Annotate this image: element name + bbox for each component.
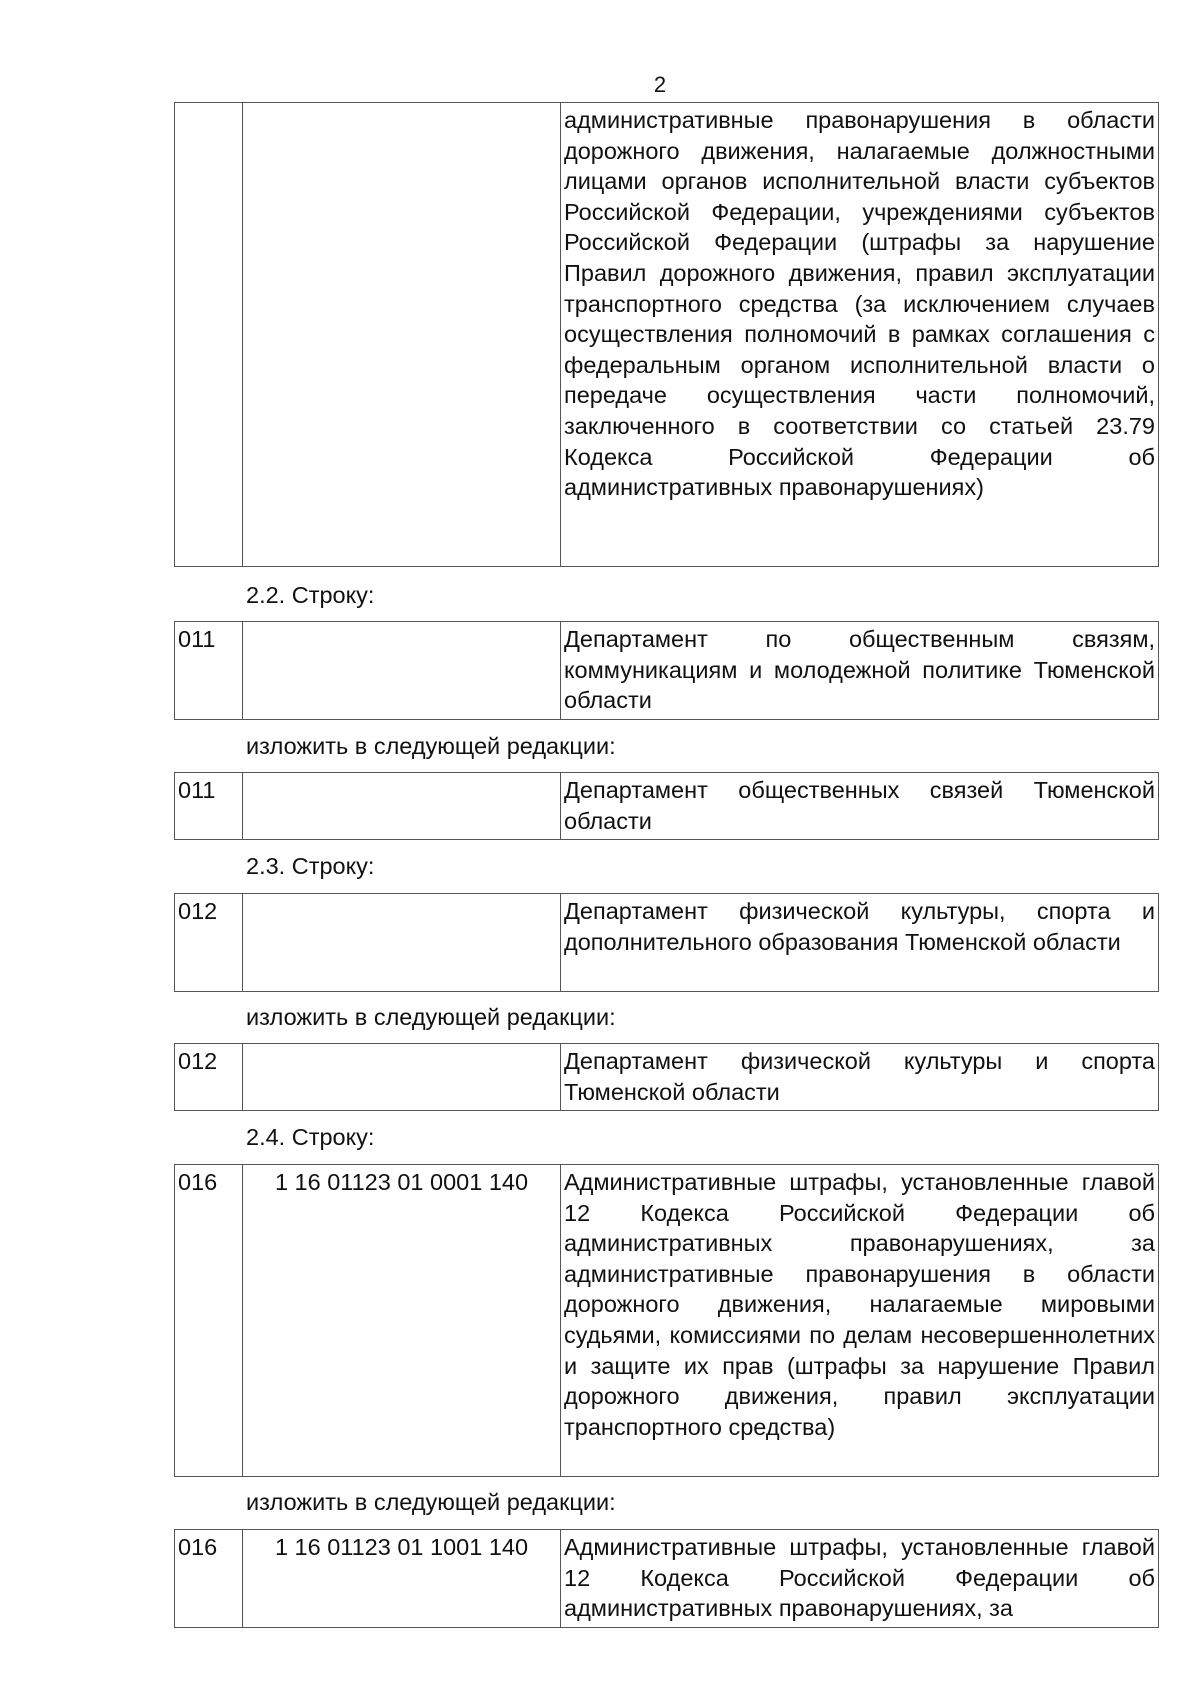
- kbk-code-cell: [243, 1044, 561, 1111]
- budget-table-continuation: [174, 102, 1159, 567]
- budget-table-new-016: [174, 1529, 1159, 1628]
- table-row: [175, 773, 1159, 840]
- description-cell: Департамент физической культуры, спорта и дополнительного образования Тюменской области: [561, 894, 1159, 992]
- admin-code-cell: 011: [175, 622, 243, 720]
- table-row: [175, 103, 1159, 567]
- admin-code-cell: 016: [175, 1165, 243, 1477]
- table-row: [175, 894, 1159, 992]
- admin-code-cell: 011: [175, 773, 243, 840]
- description-cell: Департамент общественных связей Тюменской области: [561, 773, 1159, 840]
- amendment-instruction: изложить в следующей редакции:: [246, 733, 616, 759]
- kbk-code-cell: [243, 622, 561, 720]
- budget-table-old-011: [174, 621, 1159, 720]
- amendment-instruction: изложить в следующей редакции:: [246, 1489, 616, 1515]
- kbk-code-cell: [243, 894, 561, 992]
- budget-table-new-012: [174, 1043, 1159, 1111]
- kbk-code-cell: 1 16 01123 01 1001 140: [243, 1530, 561, 1628]
- budget-table-old-016: [174, 1164, 1159, 1477]
- amendment-instruction: изложить в следующей редакции:: [246, 1004, 616, 1030]
- admin-code-cell: 012: [175, 894, 243, 992]
- amendment-heading-2-4: 2.4. Строку:: [246, 1124, 375, 1150]
- page-number: 2: [653, 72, 667, 97]
- admin-code-cell: 012: [175, 1044, 243, 1111]
- description-cell: Департамент по общественным связям, коммуникациям и молодежной политике Тюменской области: [561, 622, 1159, 720]
- amendment-heading-2-2: 2.2. Строку:: [246, 582, 375, 608]
- budget-table-old-012: [174, 893, 1159, 992]
- admin-code-cell: [175, 103, 243, 567]
- table-row: [175, 1044, 1159, 1111]
- kbk-code-cell: 1 16 01123 01 0001 140: [243, 1165, 561, 1477]
- amendment-heading-2-3: 2.3. Строку:: [246, 853, 375, 879]
- table-row: [175, 1530, 1159, 1628]
- table-row: [175, 1165, 1159, 1477]
- description-cell: Административные штрафы, установленные главой 12 Кодекса Российской Федерации об административных правонарушениях, за административные правонарушения в области дорожного движения, налагаемые мировыми судьями, комиссиями по делам несовершеннолетних и защите их прав (штрафы за нарушение Правил дорожного движения, правил эксплуатации транспортного средства): [561, 1165, 1159, 1477]
- table-row: [175, 622, 1159, 720]
- description-cell: Департамент физической культуры и спорта Тюменской области: [561, 1044, 1159, 1111]
- kbk-code-cell: [243, 103, 561, 567]
- description-cell: Административные штрафы, установленные главой 12 Кодекса Российской Федерации об административных правонарушениях, за: [561, 1530, 1159, 1628]
- kbk-code-cell: [243, 773, 561, 840]
- description-cell: административные правонарушения в области дорожного движения, налагаемые должностными лицами органов исполнительной власти субъектов Российской Федерации, учреждениями субъектов Российской Федерации (штрафы за нарушение Правил дорожного движения, правил эксплуатации транспортного средства (за исключением случаев осуществления полномочий в рамках соглашения с федеральным органом исполнительной власти о передаче осуществления части полномочий, заключенного в соответствии со статьей 23.79 Кодекса Российской Федерации об административных правонарушениях): [561, 103, 1159, 567]
- admin-code-cell: 016: [175, 1530, 243, 1628]
- budget-table-new-011: [174, 772, 1159, 840]
